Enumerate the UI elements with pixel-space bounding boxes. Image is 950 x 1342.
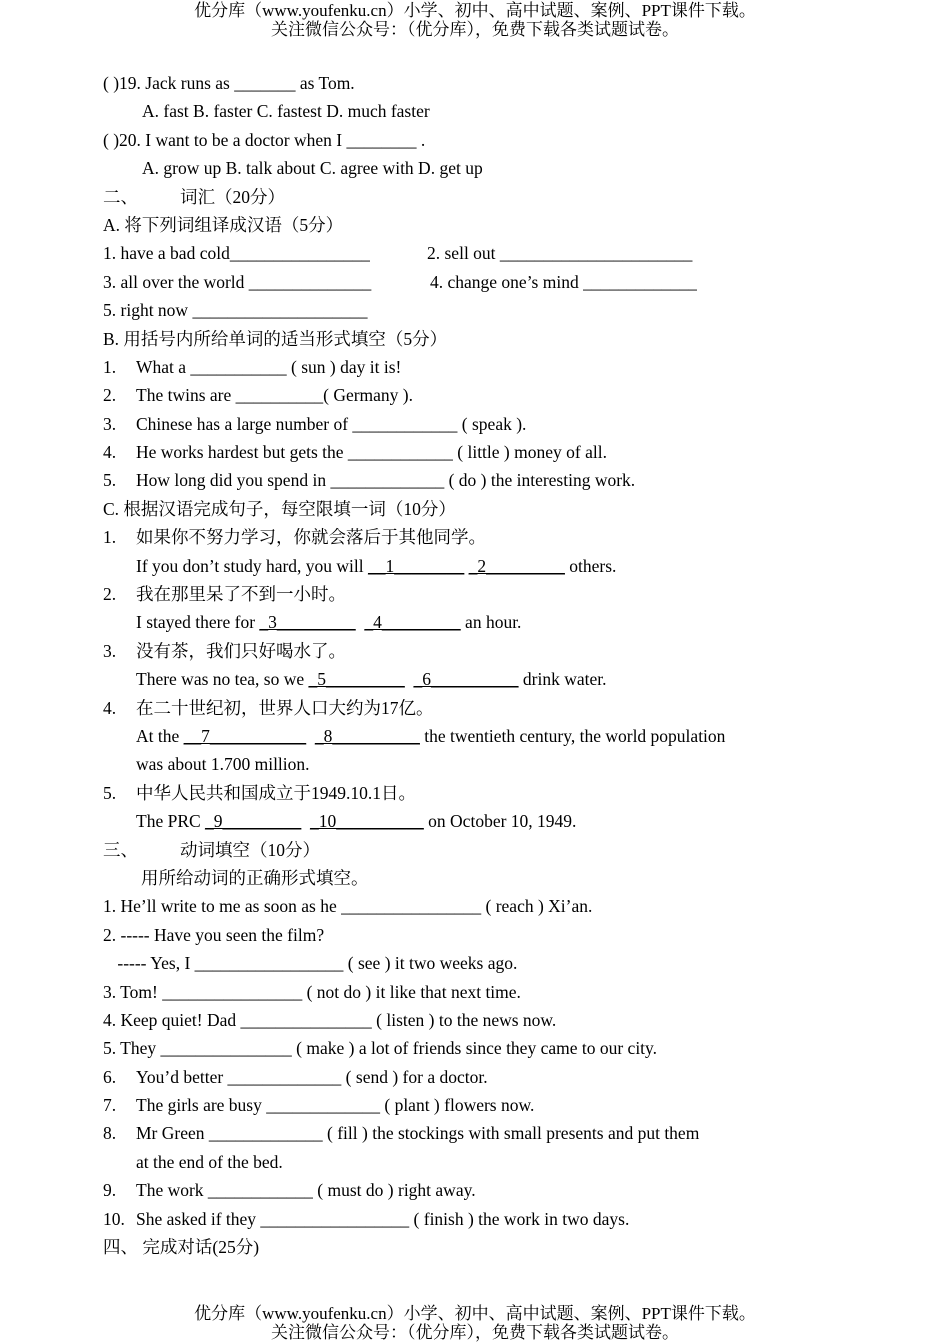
q19-stem: ( )19. Jack runs as _______ as Tom. <box>103 73 355 93</box>
part-c-item-english <box>103 722 923 750</box>
header-line-1: 优分库（www.youfenku.cn）小学、初中、高中试题、案例、PPT课件下载。 <box>194 1 756 20</box>
item-number: 6. <box>103 1066 117 1087</box>
chinese-sentence: 没有茶，我们只好喝水了。 <box>136 640 346 661</box>
section-3-list-a <box>103 892 923 1062</box>
section-4-heading: 四、 完成对话(25分) <box>103 1237 260 1258</box>
part-b-item <box>103 353 923 381</box>
verb-item-continuation: at the end of the bed. <box>136 1151 283 1172</box>
part-c-title: C. 根据汉语完成句子，每空限填一词（10分） <box>103 498 456 519</box>
q19-options: A. fast B. faster C. fastest D. much faster <box>142 101 430 122</box>
item-text: The twins are __________( Germany ). <box>136 385 414 406</box>
part-b-item <box>103 438 923 466</box>
sentence-start: The PRC <box>136 811 206 832</box>
answer-blank: _6__________ <box>413 669 519 690</box>
q20-options: A. grow up B. talk about C. agree with D. get up <box>142 158 483 179</box>
header-line-2: 关注微信公众号：（优分库），免费下载各类试题试卷。 <box>271 20 679 39</box>
sentence-end: on October 10, 1949. <box>423 811 577 832</box>
verb-item <box>103 1063 923 1091</box>
verb-item <box>103 1091 923 1119</box>
footer-line-1: 优分库（www.youfenku.cn）小学、初中、高中试题、案例、PPT课件下载。 <box>194 1304 756 1323</box>
section-2-number: 二、 <box>103 186 138 207</box>
part-a-row-1 <box>103 239 923 267</box>
section-3-number: 三、 <box>103 839 138 860</box>
sentence-start: I stayed there for <box>136 612 260 633</box>
part-a-row-2 <box>103 268 923 296</box>
item-text: She asked if they _________________ ( finish ) the work in two days. <box>136 1208 630 1229</box>
part-c-item-chinese <box>103 580 923 608</box>
part-c-item-english <box>103 608 923 636</box>
chinese-sentence: 中华人民共和国成立于1949.10.1日。 <box>136 782 416 803</box>
answer-blank: __1________ <box>368 555 465 576</box>
item-text: How long did you spend in _____________ ( do ) the interesting work. <box>136 470 636 491</box>
item-number: 3. <box>103 413 117 434</box>
page-footer <box>0 1304 950 1342</box>
part-c-item-chinese <box>103 694 923 722</box>
item-number: 1. <box>103 356 117 377</box>
part-c-item-chinese <box>103 637 923 665</box>
item-text: What a ___________ ( sun ) day it is! <box>136 356 402 377</box>
page-header <box>0 1 950 39</box>
item-text: Chinese has a large number of ____________ ( speak ). <box>136 413 527 434</box>
verb-item: 1. He’ll write to me as soon as he ________________ ( reach ) Xi’an. <box>103 896 593 917</box>
part-c-item-english <box>103 552 923 580</box>
blank-gap <box>306 726 315 746</box>
item-number: 4. <box>103 697 117 718</box>
item-text: The girls are busy _____________ ( plant ) flowers now. <box>136 1095 535 1116</box>
answer-blank: __7___________ <box>183 725 307 746</box>
answer-blank: _9_________ <box>205 811 302 832</box>
part-c-item-chinese <box>103 779 923 807</box>
item-number: 5. <box>103 470 117 491</box>
section-3-title: 动词填空（10分） <box>180 839 320 860</box>
section-2-title: 词汇（20分） <box>180 186 285 207</box>
part-c-item-continuation: was about 1.700 million. <box>136 754 310 775</box>
part-a-item-4: 4. change one’s mind _____________ <box>430 271 697 292</box>
item-number: 10. <box>103 1208 125 1229</box>
verb-item <box>103 1176 923 1204</box>
part-a-item-5: 5. right now ____________________ <box>103 300 368 321</box>
part-c-item-english <box>103 665 923 693</box>
part-c-list <box>103 523 923 835</box>
item-text: He works hardest but gets the ____________ ( little ) money of all. <box>136 442 607 463</box>
blank-gap <box>301 811 310 831</box>
section-3-list-b <box>103 1063 923 1233</box>
section-3-intro: 用所给动词的正确形式填空。 <box>141 867 369 888</box>
section-3-heading <box>103 836 923 864</box>
verb-item <box>103 1119 923 1147</box>
item-number: 2. <box>103 385 117 406</box>
part-b-item <box>103 466 923 494</box>
answer-blank: _3_________ <box>259 612 356 633</box>
part-b-item <box>103 410 923 438</box>
answer-blank: _10__________ <box>310 811 424 832</box>
exam-content <box>103 69 923 1261</box>
item-text: Mr Green _____________ ( fill ) the stockings with small presents and put them <box>136 1123 700 1144</box>
verb-item: 5. They _______________ ( make ) a lot of friends since they came to our city. <box>103 1038 658 1059</box>
item-number: 9. <box>103 1180 117 1201</box>
item-number: 5. <box>103 782 117 803</box>
item-number: 1. <box>103 527 117 548</box>
item-number: 8. <box>103 1123 117 1144</box>
item-number: 3. <box>103 640 117 661</box>
answer-blank: _8__________ <box>314 725 420 746</box>
part-a-item-3: 3. all over the world ______________ <box>103 271 372 292</box>
section-2-heading <box>103 183 923 211</box>
item-text: You’d better _____________ ( send ) for a doctor. <box>136 1066 488 1087</box>
sentence-end: the twentieth century, the world population <box>419 725 726 746</box>
part-b-item <box>103 381 923 409</box>
item-number: 4. <box>103 442 117 463</box>
footer-line-2: 关注微信公众号：（优分库），免费下载各类试题试卷。 <box>271 1323 679 1342</box>
part-a-title: A. 将下列词组译成汉语（5分） <box>103 214 344 235</box>
answer-blank: _4_________ <box>364 612 461 633</box>
item-number: 2. <box>103 584 117 605</box>
part-c-item-english <box>103 807 923 835</box>
verb-item: 2. ----- Have you seen the film? <box>103 924 325 945</box>
blank-gap <box>405 669 414 689</box>
chinese-sentence: 在二十世纪初，世界人口大约为17亿。 <box>136 697 434 718</box>
part-b-title: B. 用括号内所给单词的适当形式填空（5分） <box>103 328 448 349</box>
sentence-start: If you don’t study hard, you will <box>136 555 369 576</box>
sentence-start: At the <box>136 725 184 746</box>
item-text: The work ____________ ( must do ) right away. <box>136 1180 476 1201</box>
sentence-end: others. <box>564 555 617 576</box>
part-a-item-1: 1. have a bad cold________________ <box>103 243 370 264</box>
part-a-item-2: 2. sell out ______________________ <box>427 243 693 264</box>
sentence-end: drink water. <box>518 669 607 690</box>
verb-item: 4. Keep quiet! Dad _______________ ( listen ) to the news now. <box>103 1009 557 1030</box>
chinese-sentence: 我在那里呆了不到一小时。 <box>136 584 346 605</box>
chinese-sentence: 如果你不努力学习，你就会落后于其他同学。 <box>136 527 486 548</box>
part-b-list <box>103 353 923 495</box>
item-number: 7. <box>103 1095 117 1116</box>
verb-item: 3. Tom! ________________ ( not do ) it like that next time. <box>103 981 521 1002</box>
verb-item <box>103 1205 923 1233</box>
answer-blank: _2_________ <box>468 555 565 576</box>
sentence-start: There was no tea, so we <box>136 669 309 690</box>
part-c-item-chinese <box>103 523 923 551</box>
q20-stem: ( )20. I want to be a doctor when I ________ . <box>103 129 426 150</box>
sentence-end: an hour. <box>460 612 522 633</box>
answer-blank: _5_________ <box>308 669 405 690</box>
verb-item: ----- Yes, I _________________ ( see ) it two weeks ago. <box>113 953 518 974</box>
